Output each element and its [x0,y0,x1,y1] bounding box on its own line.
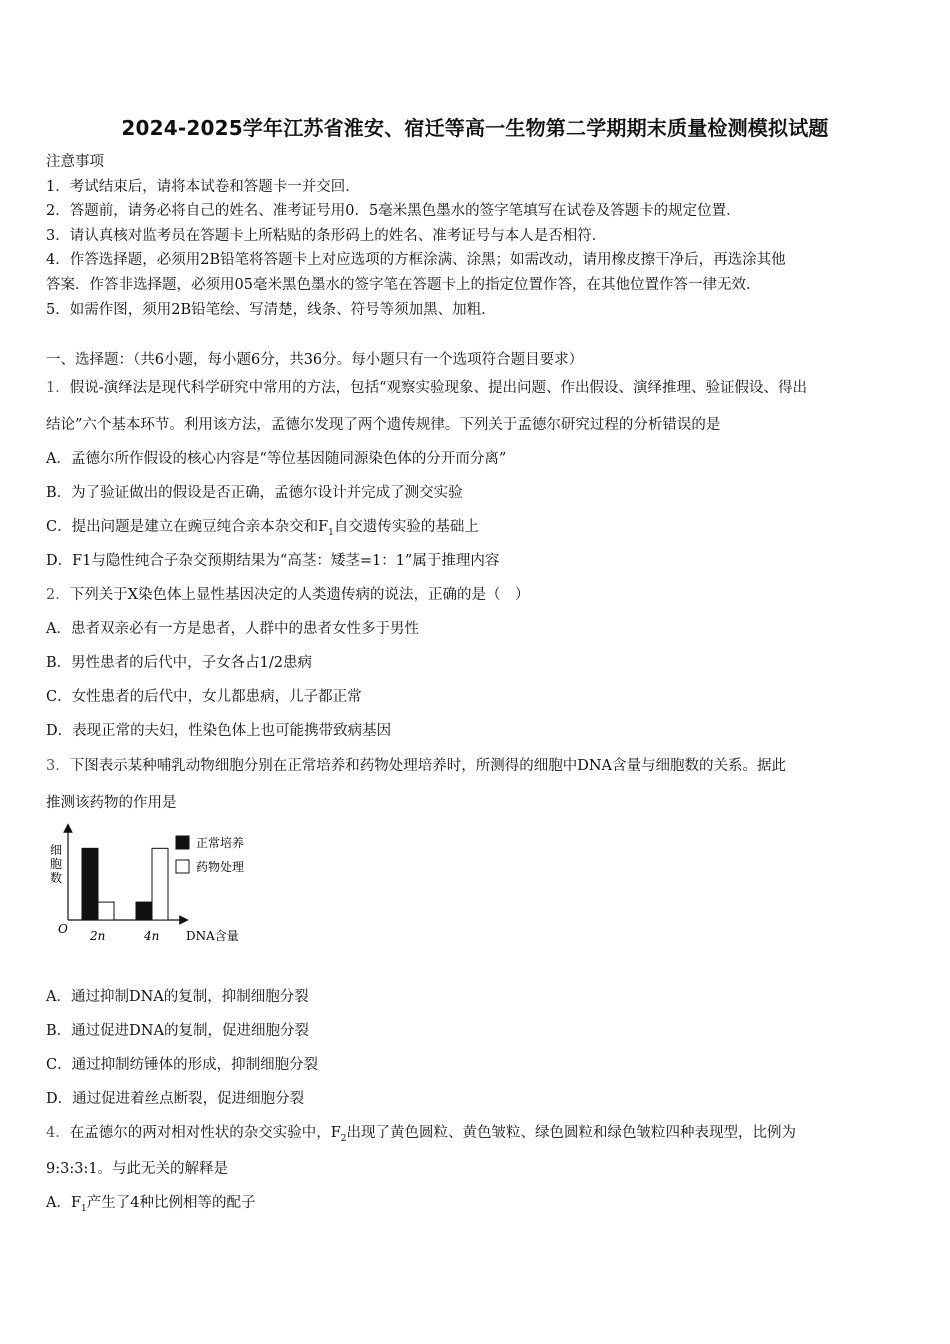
legend-swatch [176,860,189,873]
legend-label: 药物处理 [196,860,245,874]
q2-option-b: B．男性患者的后代中，子女各占1/2患病 [46,655,312,671]
q4-option-a-text: A．F [46,1195,82,1211]
notice-block [46,150,916,322]
notice-item: 2．答题前，请务必将自己的姓名、准考证号用0．5毫米黑色墨水的签字笔填写在试卷及答题卡的规定位置． [46,203,741,220]
y-axis-label-2: 胞 [50,857,63,871]
notice-item: 5．如需作图，须用2B铅笔绘、写清楚，线条、符号等须加黑、加粗． [46,301,496,318]
subscript: 2 [340,1133,347,1144]
q3-option-b: B．通过促进DNA的复制，促进细胞分裂 [46,1023,309,1039]
q1-option-a: A．孟德尔所作假设的核心内容是“等位基因随同源染色体的分开而分离” [46,451,507,467]
origin-label: O [58,922,68,936]
q4-text-end: 出现了黄色圆粒、黄色皱粒、绿色圆粒和绿色皱粒四种表现型，比例为 [346,1125,797,1141]
bar-2n-normal [82,848,98,920]
notice-item: 3．请认真核对监考员在答题卡上所粘贴的条形码上的姓名、准考证号与本人是否相符． [46,227,607,244]
q2-text: 下列关于X染色体上显性基因决定的人类遗传病的说法，正确的是（ ） [69,587,530,603]
legend-label: 正常培养 [196,836,245,850]
q4-option-a-text-end: 产生了4种比例相等的配子 [86,1195,256,1211]
q3-stem-line1 [46,754,786,775]
x-axis-label: DNA含量 [186,929,239,943]
q1-option-c-text: C．提出问题是建立在豌豆纯合亲本杂交和F [46,519,329,535]
q2-stem [46,583,530,604]
subscript: 1 [81,1203,87,1214]
bar-4n-normal [136,902,152,920]
q1-option-d: D．F1与隐性纯合子杂交预期结果为“高茎：矮茎=1：1”属于推理内容 [46,553,500,569]
q2-option-c: C．女性患者的后代中，女儿都患病，儿子都正常 [46,689,362,705]
q2-number: 2． [46,587,70,603]
y-axis-label-1: 细 [50,843,63,857]
bar-4n-drug [152,848,168,920]
q1-option-c-text-end: 自交遗传实验的基础上 [333,519,479,535]
q1-stem-line2: 结论”六个基本环节。利用该方法，孟德尔发现了两个遗传规律。下列关于孟德尔研究过程的分析错误的是 [46,417,721,433]
q4-option-a [46,1191,256,1214]
bar-2n-drug [98,902,114,920]
x-tick-label: 4n [144,929,160,943]
legend-swatch [176,836,189,849]
dna-content-chart [46,822,276,952]
subscript: 1 [328,527,334,538]
q2-option-d: D．表现正常的夫妇，性染色体上也可能携带致病基因 [46,723,392,739]
y-axis-label-3: 数 [50,871,63,885]
q1-number: 1． [46,380,70,396]
q4-stem-line1 [46,1121,796,1144]
q3-option-a: A．通过抑制DNA的复制，抑制细胞分裂 [46,989,309,1005]
q4-stem-line2: 9:3:3:1。与此无关的解释是 [46,1161,229,1177]
page-title: 2024-2025学年江苏省淮安、宿迁等高一生物第二学期期末质量检测模拟试题 [121,116,829,140]
q3-option-c: C．通过抑制纺锤体的形成，抑制细胞分裂 [46,1057,319,1073]
q2-option-a: A．患者双亲必有一方是患者，人群中的患者女性多于男性 [46,621,419,637]
q1-text: 假说-演绎法是现代科学研究中常用的方法，包括“观察实验现象、提出问题、作出假设、演绎推理、验证假设、得出 [69,380,808,396]
notice-item: 1．考试结束后，请将本试卷和答题卡一并交回． [46,178,360,195]
q3-text: 下图表示某种哺乳动物细胞分别在正常培养和药物处理培养时，所测得的细胞中DNA含量与细胞数的关系。据此 [69,758,787,774]
notice-item: 4．作答选择题，必须用2B铅笔将答题卡上对应选项的方框涂满、涂黑；如需改动，请用橡皮擦干净后，再选涂其他 [46,252,786,269]
q3-stem-line2: 推测该药物的作用是 [46,795,177,811]
q1-option-c [46,515,479,538]
notice-heading: 注意事项 [46,154,104,170]
q3-option-d: D．通过促进着丝点断裂，促进细胞分裂 [46,1091,305,1107]
notice-item: 答案．作答非选择题，必须用05毫米黑色墨水的签字笔在答题卡上的指定位置作答，在其他位置作答一律无效． [46,276,761,293]
x-tick-label: 2n [90,929,106,943]
q4-number: 4． [46,1125,70,1141]
q1-stem-line1 [46,376,807,397]
section-heading: 一、选择题：（共6小题，每小题6分，共36分。每小题只有一个选项符合题目要求） [46,352,584,368]
q1-option-b: B．为了验证做出的假设是否正确，孟德尔设计并完成了测交实验 [46,485,463,501]
q3-number: 3． [46,758,70,774]
q4-text: 在孟德尔的两对相对性状的杂交实验中，F [69,1125,341,1141]
